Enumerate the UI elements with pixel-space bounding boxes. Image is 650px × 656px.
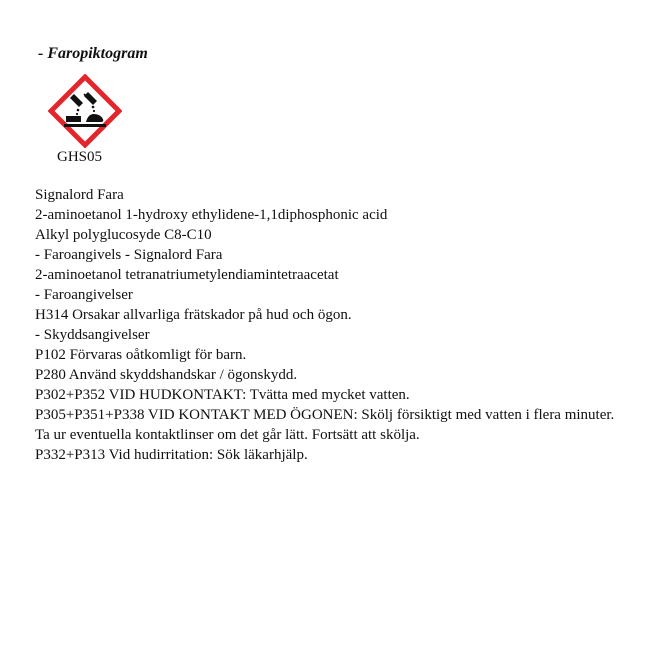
text-line: - Faroangivels - Signalord Fara [35, 247, 223, 263]
text-line: - Faroangivelser [35, 287, 133, 303]
text-line: P305+P351+P338 VID KONTAKT MED ÖGONEN: Skölj försiktigt med vatten i flera minuter. Ta ur eventuella kontaktlinser om det går lätt. Fortsätt att skölja. [35, 407, 615, 443]
text-line: - Skyddsangivelser [35, 327, 150, 343]
text-line: Alkyl polyglucosyde C8-C10 [35, 227, 212, 243]
text-line: P332+P313 Vid hudirritation: Sök läkarhjälp. [35, 447, 308, 463]
ghs-code: GHS05 [57, 149, 103, 165]
section-heading: - Faropiktogram [38, 45, 148, 62]
text-line: P302+P352 VID HUDKONTAKT: Tvätta med mycket vatten. [35, 387, 410, 403]
text-line: P280 Använd skyddshandskar / ögonskydd. [35, 367, 298, 383]
text-line: H314 Orsakar allvarliga frätskador på hud och ögon. [35, 307, 352, 323]
text-line: 2-aminoetanol 1-hydroxy ethylidene-1,1diphosphonic acid [35, 207, 388, 223]
text-line: 2-aminoetanol tetranatriumetylendiamintetraacetat [35, 267, 339, 283]
label-text-block [35, 185, 625, 465]
corrosion-icon [48, 74, 122, 148]
text-line: P102 Förvaras oåtkomligt för barn. [35, 347, 247, 363]
text-line: Signalord Fara [35, 187, 124, 203]
